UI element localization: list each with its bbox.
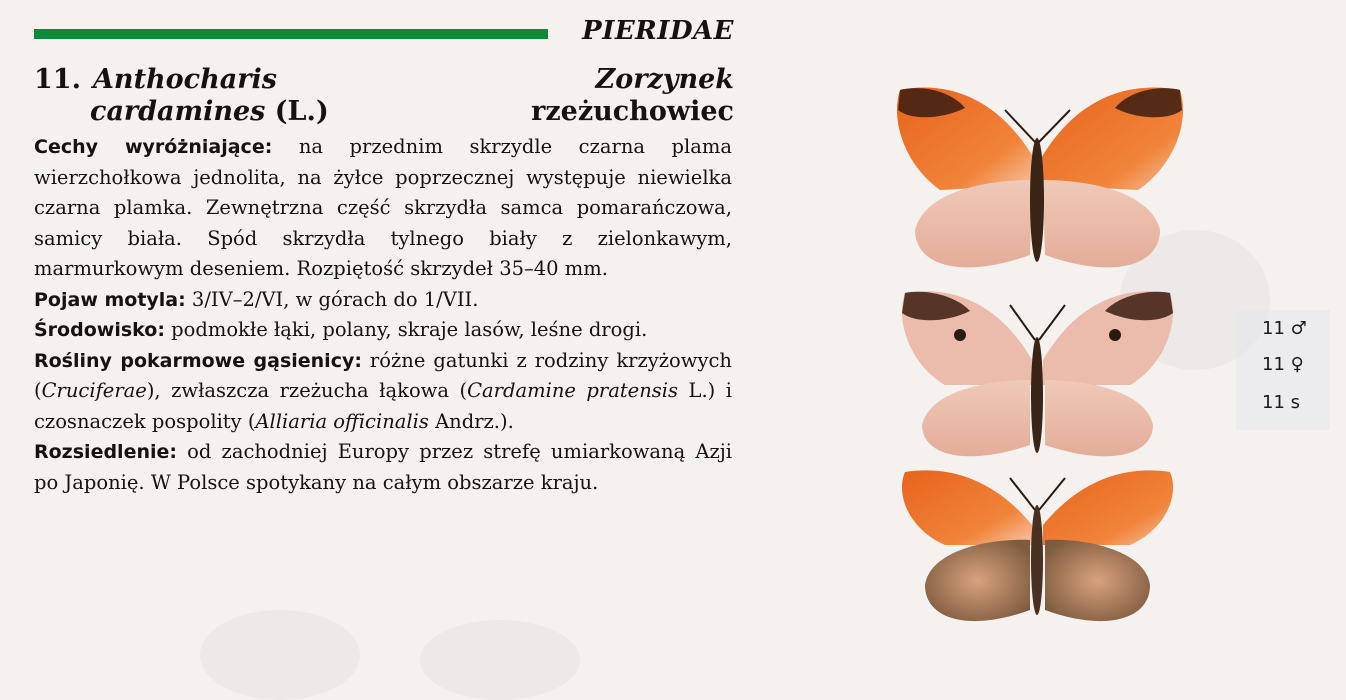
label-underside: 11 s xyxy=(1262,392,1301,413)
section-label: Rośliny pokarmowe gąsienicy: xyxy=(34,349,362,372)
section-text: podmokłe łąki, polany, skraje lasów, leśne drogi. xyxy=(164,318,648,341)
latin-epithet: cardamines xyxy=(90,96,266,127)
taxon-name: Alliaria officinalis xyxy=(255,409,429,433)
section-text: różne gatunki z rodziny krzyżowych ( xyxy=(34,348,732,402)
section-flight-period xyxy=(34,285,732,316)
female-discal-spot xyxy=(1109,329,1121,341)
section-label: Pojaw motyla: xyxy=(34,288,186,311)
latin-name xyxy=(34,64,329,128)
species-number: 11. xyxy=(34,64,81,95)
section-distribution xyxy=(34,437,732,498)
male-right-hindwing xyxy=(1043,180,1160,267)
page-header xyxy=(34,10,734,50)
butterfly-underside-specimen xyxy=(902,470,1173,621)
butterfly-plates xyxy=(880,80,1200,640)
ghost-wing-shape xyxy=(420,620,580,700)
species-description xyxy=(34,132,732,498)
underside-right-hindwing xyxy=(1045,540,1150,621)
polish-name xyxy=(531,64,734,128)
female-left-hindwing xyxy=(922,380,1030,456)
label-female: 11 ♀ xyxy=(1262,354,1304,375)
polish-name-line2: rzeżuchowiec xyxy=(531,96,734,127)
female-discal-spot xyxy=(954,329,966,341)
polish-name-line1: Zorzynek xyxy=(595,64,734,95)
taxon-name: Cruciferae xyxy=(41,379,147,402)
section-text: na przednim skrzydle czarna plama wierzchołkowa jednolita, na żyłce poprzecznej występuje niewielka czarna plamka. Zewnętrzna część skrzydła samca pomarańczowa, samicy biała. Spód skrzydła tylnego biały z zielonkawym, marmurkowym deseniem. Rozpiętość skrzydeł 35–40 mm. xyxy=(34,135,732,280)
section-text: L.) i czosnaczek pospolity ( xyxy=(34,379,733,433)
family-name: PIERIDAE xyxy=(582,16,734,46)
male-left-hindwing xyxy=(915,180,1032,267)
section-label: Środowisko: xyxy=(34,319,165,341)
male-body xyxy=(1030,138,1044,262)
underside-antenna xyxy=(1039,478,1065,510)
section-label: Cechy wyróżniające: xyxy=(34,136,273,158)
section-habitat xyxy=(34,315,732,346)
underside-body xyxy=(1031,505,1043,615)
female-right-hindwing xyxy=(1045,380,1153,456)
author-abbrev: (L.) xyxy=(274,96,329,127)
section-features xyxy=(34,132,732,285)
underside-left-hindwing xyxy=(925,540,1030,621)
section-text: Andrz.). xyxy=(428,409,514,433)
underside-antenna xyxy=(1010,478,1035,510)
latin-genus: Anthocharis xyxy=(92,64,277,95)
section-text: ), zwłaszcza rzeżucha łąkowa ( xyxy=(146,379,468,402)
butterfly-female-specimen xyxy=(902,291,1173,456)
section-text: 3/IV–2/VI, w górach do 1/VII. xyxy=(185,287,479,311)
section-text: od zachodniej Europy przez strefę umiarkowaną Azji po Japonię. W Polsce spotykany na całym obszarze kraju. xyxy=(34,440,732,494)
section-food-plants xyxy=(34,346,732,438)
section-label: Rozsiedlenie: xyxy=(34,441,177,463)
female-body xyxy=(1031,337,1043,453)
taxon-name: Cardamine pratensis xyxy=(467,379,679,402)
label-male: 11 ♂ xyxy=(1262,318,1307,339)
butterfly-male-specimen xyxy=(897,88,1183,268)
ghost-wing-shape xyxy=(200,610,360,700)
